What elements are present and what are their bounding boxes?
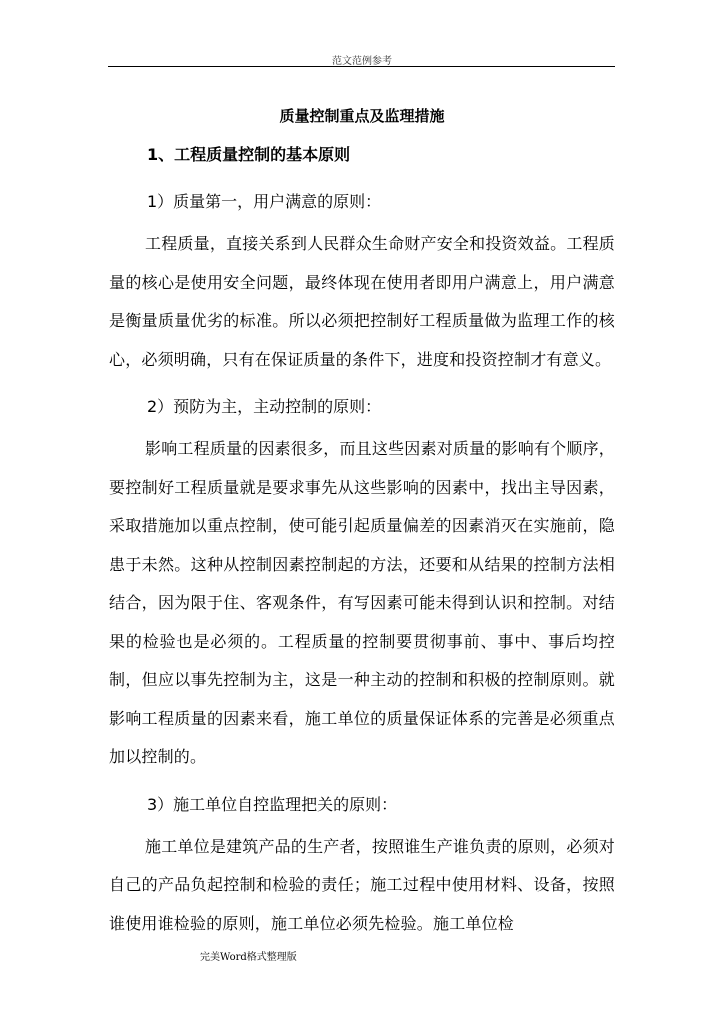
header-divider bbox=[108, 66, 615, 67]
document-body bbox=[109, 100, 615, 943]
principle-2-paragraph: 影响工程质量的因素很多，而且这些因素对质量的影响有个顺序，要控制好工程质量就是要求事先从这些影响的因素中，找出主导因素，采取措施加以重点控制，使可能引起质量偏差的因素消灭在实施前，隐患于未然。这种从控制因素控制起的方法，还要和从结果的控制方法相结合，因为限于住、客观条件，有写因素可能未得到认识和控制。对结果的检验也是必须的。工程质量的控制要贯彻事前、事中、事后均控制，但应以事先控制为主，这是一种主动的控制和积极的控制原则。就影响工程质量的因素来看，施工单位的质量保证体系的完善是必须重点加以控制的。 bbox=[109, 439, 615, 766]
principle-2-heading: 2）预防为主，主动控制的原则： bbox=[147, 397, 382, 416]
page-header: 范文范例参考 bbox=[332, 56, 392, 67]
principle-3-paragraph: 施工单位是建筑产品的生产者，按照谁生产谁负责的原则，必须对自己的产品负起控制和检验的责任；施工过程中使用材料、设备，按照谁使用谁检验的原则，施工单位必须先检验。施工单位检 bbox=[109, 836, 615, 933]
document-title: 质量控制重点及监理措施 bbox=[279, 107, 445, 125]
principle-3-heading: 3）施工单位自控监理把关的原则： bbox=[147, 794, 398, 814]
page-footer: 完美Word格式整理版 bbox=[200, 952, 297, 963]
section-heading: 1、工程质量控制的基本原则 bbox=[147, 145, 351, 164]
principle-1-paragraph: 工程质量，直接关系到人民群众生命财产安全和投资效益。工程质量的核心是使用安全问题，最终体现在使用者即用户满意上，用户满意是衡量质量优劣的标准。所以必须把控制好工程质量做为监理工作的核心，必须明确，只有在保证质量的条件下，进度和投资控制才有意义。 bbox=[109, 234, 615, 369]
principle-1-heading: 1）质量第一，用户满意的原则： bbox=[147, 192, 382, 211]
